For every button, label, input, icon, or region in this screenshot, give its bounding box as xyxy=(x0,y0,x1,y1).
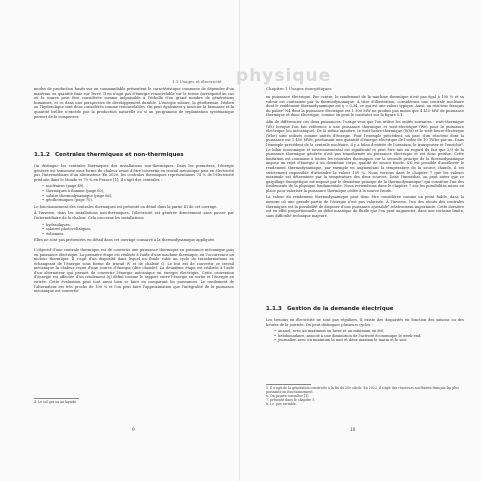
list-item: • éoliennes. xyxy=(42,232,234,237)
non-thermal-list xyxy=(42,223,234,237)
running-head-left: 1.1 Usages et électricité xyxy=(172,79,222,84)
paragraph-1: On distingue les centrales thermiques des installations non-thermiques. Dans les premières, l'énergie générée est transmise sous forme de chaleur avant d'être convertie en travail mécanique puis en électricité par l'intermédiaire d'un alternateur. En 2020, les centrales thermiques représentaient 74 % de l'électricité produite dans le Monde et 79 % en France [1]. Il s'agit des centrales : xyxy=(34,164,234,182)
list-item: • hebdomadaire, associé à une diminution de l'activité économique le week-end, xyxy=(274,334,464,339)
list-item: • solaires photovoltaïques, xyxy=(42,227,234,232)
list-item: • géothermiques (page 70). xyxy=(42,198,234,203)
paragraph-2: Afin de différencier ces deux puissances, l'usage veut que l'on utilise les unités suivantes : watt-thermique (Wt) lorsque l'on fait référence à une puissance thermique et watt-électrique (We) pour la puissance électrique (ou mécanique). De la même manière, le watt-heure-thermique (Wht) et le watt-heure-électrique (Whe) sont utilisés comme unités d'énergie. Pour l'exemple précédent, un parc d'un réacteur dont la puissance est 1 450 MWe, produisant une quantité d'énergie électrique de l'ordre de 10 TWhe par an. Dans l'exemple précédent de la centrale nucléaire, il y a bilan d'entrée de l'uranium, le transporter et l'enrichir⁶. Le bilan économique et environnemental est significatif et peut être mis en regard du fait que 2/3 de la puissance thermique générée n'est pas transformée en puissance électrique et est donc perdue. Cette limitation est commune à toutes les centrales thermiques car la seconde principe de la thermodynamique impose un rejet d'énergie à un deuxième corps, qualité de source froide. S'il est possible d'améliorer le rendement thermodynamique, par exemple en augmentant la température de la source chaude, il est strictement impossible d'atteindre la valeur 100 %. Nous verrons dans le chapitre 7 que les valeurs maximale est déterminée par la température des deux sources. Dans l'immédiat, on peut noter que ce gaspillage énergétique est imposé par le deuxième principe de la thermodynamique⁷ qui constitue l'un des fondements de la physique fondamentale. Nous reviendrons dans le chapitre 7 sur les possibilités mises en place pour valoriser la puissance thermique cédée à la source froide. xyxy=(266,119,464,193)
demand-cycle-list xyxy=(274,329,464,343)
section-heading-1-1-2 xyxy=(34,152,184,158)
list-item: • solaire thermodynamique (page 66), xyxy=(42,194,234,199)
list-item: • hydrauliques, xyxy=(42,223,234,228)
paragraph-3: La valeur du rendement thermodynamique peut donc être considérée comme un point faible, dans la mesure où une grande partie de l'énergie n'est pas valorisée. À l'inverse, l'un des atouts des centrales thermiques est la possibilité de disposer d'une puissance ajustable⁸ relativement importante. Cette dernière est en effet proportionnelle au débit massique du fluide que l'on peut augmenter, dans une certaine limite, sans difficulté technique majeure. xyxy=(266,195,464,218)
paragraph-1: en puissance électrique. Par contre, le rendement de la machine thermique n'est pas égal à 100 % et sa valeur est contrainte par la thermodynamique. À titre d'illustration, considérons une centrale nucléaire dont le rendement thermodynamique est η = 0,34, ce qui est une valeur typique. Ainsi, un réacteur français du palier⁵ N4 dont la puissance électrique est 1 500 MW ne produit pas moins que 4 410 MW de puissance thermique et donc électrique, comme on peut le constater sur la figure 1.1. xyxy=(266,95,464,118)
footnote-5: 5. Il s'agit de la génération construite à la fin du 20e siècle. En 2022, il s'agit des réacteurs nucléaires français les plus puissants en fonctionnement. xyxy=(266,386,459,394)
list-item: • nucléaires (page 49), xyxy=(42,184,234,189)
thermal-plant-list xyxy=(42,184,234,202)
running-head-right: Chapitre 1 Usages énergétiques xyxy=(266,86,332,91)
section-title: Gestion de la demande électrique xyxy=(286,306,394,312)
paragraph-2: Le fonctionnement des centrales thermiques est présenté en détail dans la partie III de cet ouvrage. xyxy=(34,204,218,209)
section-number: 1.1.3 xyxy=(266,306,282,312)
page-number-left: 9 xyxy=(132,427,135,432)
intro-paragraph: modes de production basés sur un commandable présentent le caractéristique commune de dépendre d'un matériau ou quantité finie sur Terre. Il en n'agit pas d'énergie renouvelable car le terme correspond au cas où la source peut être considérée comme inépuisable à l'échelle d'un grand nombre de générations humaines, et ce dans une perspective de développement durable. L'énergie solaire, la géothermie, l'éolien ou l'hydraulique sont donc considérés comme renouvelables. On peut également y associer la biomasse et la quantité brûlée n'excède pas la production naturelle ou si un programme de replantation systématique permet de la compenser. xyxy=(34,87,234,119)
left-page xyxy=(0,0,240,481)
footnote-6: 6. On pourra consulter [1]. xyxy=(266,394,310,398)
section-title: Centrales thermiques et non-thermiques xyxy=(54,152,184,158)
list-item: • thermiques à flamme (page 60), xyxy=(42,189,234,194)
right-body-text-2 xyxy=(266,318,464,345)
footnotes xyxy=(266,386,464,406)
footnote-rule xyxy=(34,398,79,399)
footnote-8: 8. i.e. pas variable. xyxy=(266,402,297,406)
right-body-text xyxy=(266,95,464,220)
paragraph-5: L'objectif d'une centrale thermique est de convertir une puissance thermique en puissance mécanique puis en puissance électrique. La première étape est réalisée à l'aide d'une machine thermique, en l'occurrence un moteur thermique. Il s'agit d'un dispositif dans lequel un fluide subit un cycle de transformations en échangeant de l'énergie sous forme de travail W et de chaleur Q. Le but est de convertir ce travail mécanique la chaleur reçue d'une source d'énergie (dite chaude). La deuxième étape est réalisée à l'aide d'un alternateur qui permet de convertir l'énergie mécanique en énergie électrique. Cette conversion d'énergie est affectée d'un rendement (η) défini comme le rapport entre l'énergie en sortie et l'énergie en entrée. Cette évaluation peut tout aussi bien se faire en comparant les puissances. Le rendement de l'alternateur est très proche de 100 % et l'on peut faire l'approximation que l'intégralité de la puissance mécanique est convertie xyxy=(34,247,234,294)
paragraph-4: Les besoins en électricité ne sont pas réguliers. Il existe des disparités en fonction des saisons ou des heures de la journée. On peut distinguer plusieurs cycles : xyxy=(266,318,464,327)
list-item: • annuel, avec un maximum en hiver et un minimum en été, xyxy=(274,329,464,334)
left-body-text xyxy=(34,164,234,296)
footnote-rule xyxy=(266,384,311,385)
paragraph-4: Elles ne sont pas présentées en détail dans cet ouvrage consacré à la thermodynamique appliquée. xyxy=(34,238,216,243)
footnote-4: 4. Le sol gaz ou au liquide. xyxy=(34,400,78,404)
footnote-7: 7. présenté dans le chapitre 5. xyxy=(266,398,316,402)
section-heading-1-1-3 xyxy=(266,306,393,312)
publisher-logo: physique xyxy=(236,66,332,86)
list-item: • journalier, avec un minimum la nuit et deux maxima le matin et le soir. xyxy=(274,338,464,343)
right-page xyxy=(236,0,481,481)
left-intro-text xyxy=(34,87,234,121)
section-number: 1.1.2 xyxy=(34,152,50,158)
page-number-right: 10 xyxy=(350,427,356,432)
paragraph-3: À l'inverse, dans les installations non-thermiques, l'électricité est générée directement sans passer par l'intermédiaire de la chaleur. Cela concerne les installations xyxy=(34,211,234,220)
